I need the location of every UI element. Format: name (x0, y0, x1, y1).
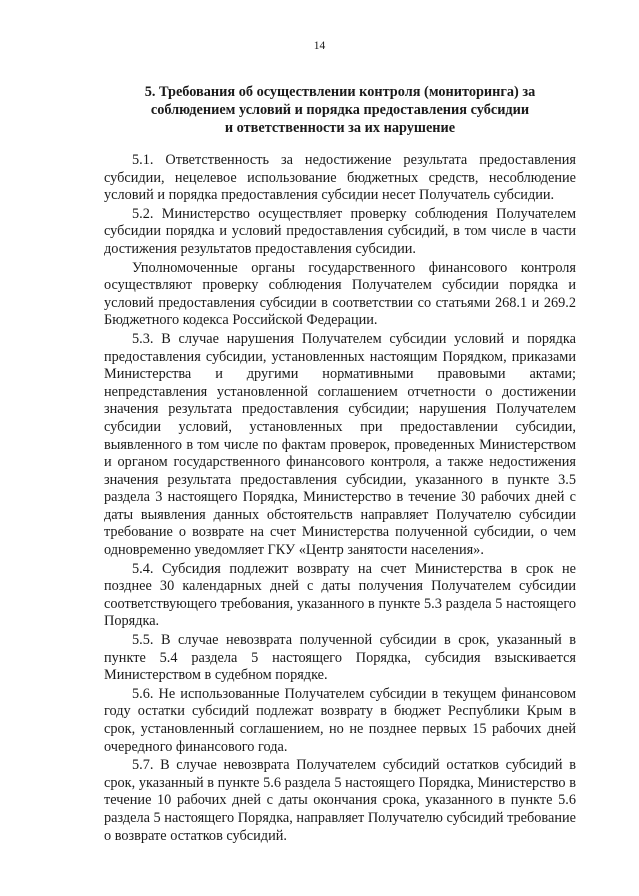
paragraph-5-1: 5.1. Ответственность за недостижение результата предоставления субсидии, нецелевое использование бюджетных средств, несоблюдение условий и порядка предоставления субсидии несет Получатель субсидии. (104, 152, 576, 204)
paragraph-5-2: 5.2. Министерство осуществляет проверку соблюдения Получателем субсидии порядка и условий предоставления субсидий, в том числе в части достижения результатов предоставления субсидии. (104, 205, 576, 257)
paragraph-5-4: 5.4. Субсидия подлежит возврату на счет Министерства в срок не позднее 30 календарных дней с даты получения Получателем субсидии соответствующего требования, указанного в пункте 5.3 раздела 5 настоящего Порядка. (104, 560, 576, 630)
paragraph-control-bodies: Уполномоченные органы государственного финансового контроля осуществляют проверку соблюдения Получателем субсидии порядка и условий предоставления субсидии в соответствии со статьями 268.1 и 269.2 Бюджетного кодекса Российской Федерации. (104, 259, 576, 329)
section-heading (100, 83, 580, 137)
page-number: 14 (313, 40, 326, 52)
paragraph-5-5: 5.5. В случае невозврата полученной субсидии в срок, указанный в пункте 5.4 раздела 5 настоящего Порядка, субсидия взыскивается Министерством в судебном порядке. (104, 632, 576, 684)
paragraph-5-7: 5.7. В случае невозврата Получателем субсидий остатков субсидий в срок, указанный в пункте 5.6 раздела 5 настоящего Порядка, Министерство в течение 10 рабочих дней с даты окончания срока, указанного в пункте 5.6 раздела 5 настоящего Порядка, направляет Получателю субсидий требование о возврате остатков субсидий. (104, 757, 576, 844)
paragraph-5-3: 5.3. В случае нарушения Получателем субсидии условий и порядка предоставления субсидии, установленных настоящим Порядком, приказами Министерства и другими нормативными правовыми актами; непредставления установленной соглашением отчетности о достижении значения результата предоставления субсидии; нарушения Получателем субсидии условий, установленных при предоставлении субсидии, выявленного в том числе по фактам проверок, проведенных Министерством и органом государственного финансового контроля, а также недостижения значения результата предоставления субсидии, указанного в пункте 3.5 раздела 3 настоящего Порядка, Министерство в течение 30 рабочих дней с даты выявления данных обстоятельств направляет Получателю субсидии требование о возврате на счет Министерства полученной субсидии, о чем одновременно уведомляет ГКУ «Центр занятости населения». (104, 330, 576, 559)
paragraph-5-6: 5.6. Не использованные Получателем субсидии в текущем финансовом году остатки субсидий подлежат возврату в бюджет Республики Крым в срок, установленный соглашением, но не позднее первых 15 рабочих дней очередного финансового года. (104, 685, 576, 755)
heading-line-3: и ответственности за их нарушение (224, 120, 456, 136)
heading-line-1: 5. Требования об осуществлении контроля (мониторинга) за (144, 84, 536, 100)
document-body (104, 152, 576, 845)
heading-line-2: соблюдением условий и порядка предоставления субсидии (150, 102, 530, 118)
